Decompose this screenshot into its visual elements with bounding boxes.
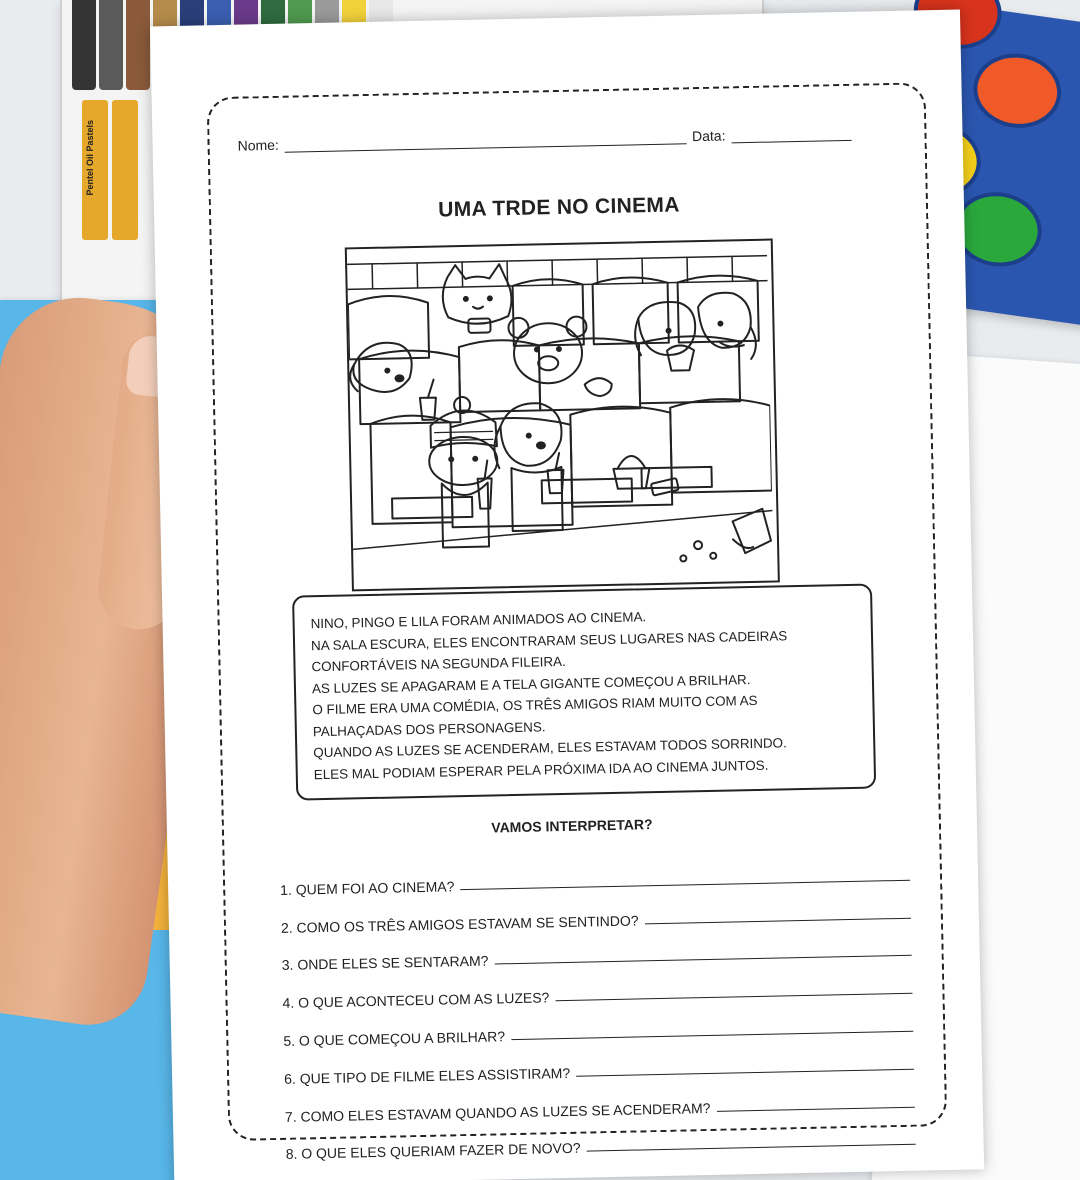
orange-paint [969, 48, 1066, 134]
story-box [292, 583, 876, 800]
crayon [99, 0, 123, 90]
story-line: NINO, PINGO E LILA FORAM ANIMADOS AO CINEMA. [310, 609, 647, 632]
answer-line [587, 1144, 916, 1152]
crayon-brand-label: Pentel Oil Pastels [85, 120, 95, 196]
cinema-illustration [345, 238, 780, 591]
question-text: 2. COMO OS TRÊS AMIGOS ESTAVAM SE SENTINDO? [280, 912, 639, 936]
date-line [731, 126, 851, 144]
story-line: ELES MAL PODIAM ESPERAR PELA PRÓXIMA IDA AO CINEMA JUNTOS. [313, 757, 769, 782]
questions-list [280, 847, 916, 1163]
question-text: 6. QUE TIPO DE FILME ELES ASSISTIRAM? [283, 1064, 571, 1087]
worksheet [150, 10, 984, 1180]
story-line: CONFORTÁVEIS NA SEGUNDA FILEIRA. [311, 653, 566, 675]
question-text: 3. ONDE ELES SE SENTARAM? [281, 952, 489, 974]
crayon [126, 0, 150, 90]
crayon [72, 0, 96, 90]
question-text: 1. QUEM FOI AO CINEMA? [280, 878, 455, 898]
question-text: 7. COMO ELES ESTAVAM QUANDO AS LUZES SE ACENDERAM? [284, 1099, 711, 1125]
question-text: 4. O QUE ACONTECEU COM AS LUZES? [282, 989, 550, 1012]
yellow-crayon [112, 100, 138, 240]
section-title: VAMOS INTERPRETAR? [491, 816, 653, 836]
worksheet-title: UMA TRDE NO CINEMA [438, 193, 680, 222]
story-line: PALHAÇADAS DOS PERSONAGENS. [312, 718, 546, 739]
story-line: NA SALA ESCURA, ELES ENCONTRARAM SEUS LUGARES NAS CADEIRAS [310, 627, 788, 653]
date-label: Data: [691, 127, 726, 145]
story-line: O FILME ERA UMA COMÉDIA, OS TRÊS AMIGOS RIAM MUITO COM AS [312, 692, 758, 718]
answer-line [716, 1106, 914, 1111]
crayon-column [82, 100, 138, 240]
yellow-crayon [82, 100, 108, 240]
question-text: 5. O QUE COMEÇOU A BRILHAR? [283, 1028, 506, 1049]
question-text: 8. O QUE ELES QUERIAM FAZER DE NOVO? [285, 1140, 581, 1163]
story-line: AS LUZES SE APAGARAM E A TELA GIGANTE COMEÇOU A BRILHAR. [311, 671, 751, 696]
story-line: QUANDO AS LUZES SE ACENDERAM, ELES ESTAVAM TODOS SORRINDO. [313, 735, 787, 761]
name-label: Nome: [237, 136, 279, 154]
